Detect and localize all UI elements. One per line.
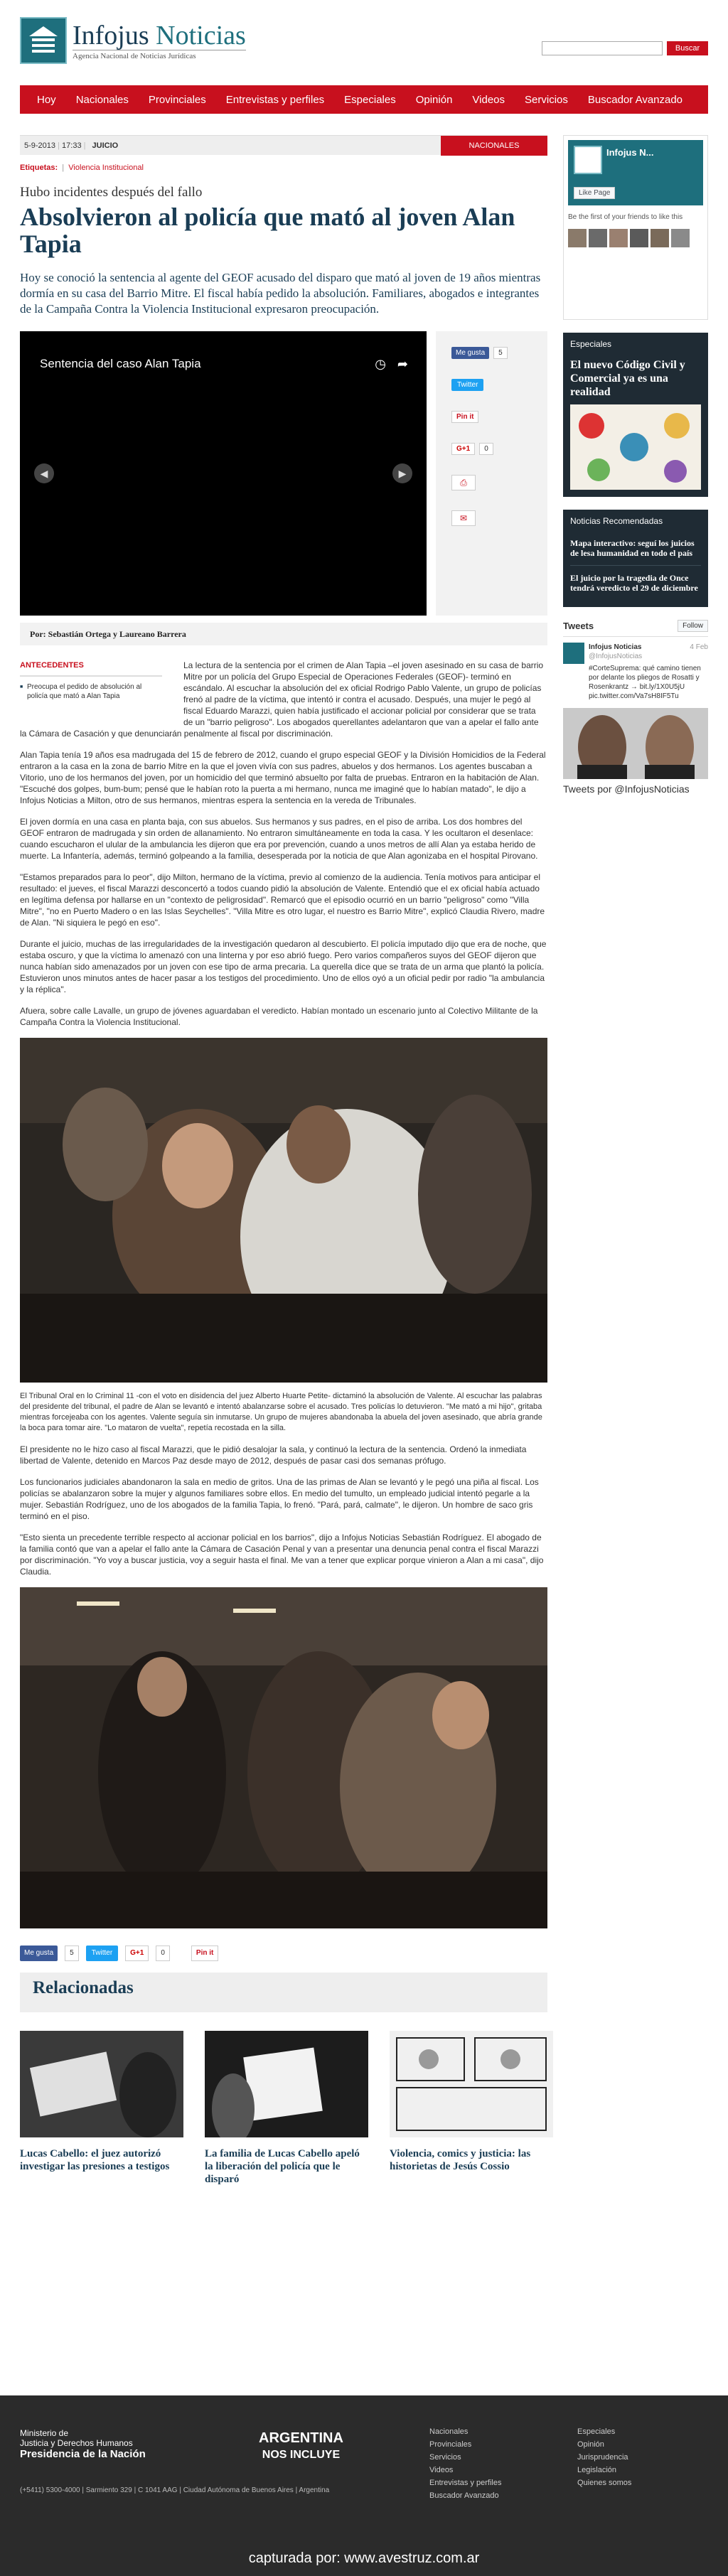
footer-link[interactable]: Entrevistas y perfiles (429, 2479, 502, 2487)
article-column (20, 135, 547, 2186)
paragraph: La lectura de la sentencia por el crimen de Alan Tapia –el joven asesinado en su casa de barrio Mitre por un policía del Grupo Especial de Operaciones Federales (GEOF)- terminó en escándalo. Al escuchar la absolución del ex oficial Rodrigo Pablo Valente, un grupo de policías frenó al padre de la víctima, que intentó ir contra el acusado. Después, una mujer le pegó al fiscal Eduardo Marazzi, quien había justificado el accionar policial por considerar que se trata de un "barrio peligroso". Los abogados querellantes adelantaron que van a apelar el fallo ante la Cámara de Casación y que denunciarán penalmente al fiscal por discriminación. (20, 660, 544, 739)
footer-address: (+5411) 5300-4000 | Sarmiento 329 | C 1041 AAG | Ciudad Autónoma de Buenos Aires | Argentina (20, 2486, 330, 2494)
twitter-share-button[interactable]: Twitter (451, 379, 483, 391)
related-card[interactable] (205, 2031, 368, 2186)
tags-label: Etiquetas: (20, 163, 58, 172)
logo-subtitle: Agencia Nacional de Noticias Jurídicas (73, 50, 246, 60)
video-next-arrow-icon[interactable]: ▶ (392, 463, 412, 483)
paragraph: "Esto sienta un precedente terrible respecto al accionar policial en los barrios", dijo a Infojus Noticias Sebastián Rodríguez. El abogado de la familia contó que van a apelar el fallo ante la Cámara de Casación Penal y van a presentar una denuncia penal contra el fiscal Marazzi por discriminación. "Yo voy a buscar justicia, voy a seguir hasta el final. Me van a tener que explicar porque vinieron a Alan a mi casa", dijo Claudia. (20, 1533, 544, 1577)
main-nav (20, 85, 708, 114)
recomendadas-title: Noticias Recomendadas (563, 510, 708, 531)
article-lead: Hoy se conoció la sentencia al agente del GEOF acusado del disparo que mató al joven de 19 años mientras dormía en su casa del Barrio Mitre. El fiscal había pedido la absolución. Familiares, abogados e integrantes de la Campaña Contra la Violencia Institucional expresaron preocupación. (20, 271, 541, 316)
bottom-google-plus-button[interactable]: G+1 (125, 1946, 149, 1961)
email-icon[interactable]: ✉ (451, 510, 476, 526)
nav-videos[interactable]: Videos (472, 93, 505, 106)
search-input[interactable] (542, 41, 663, 55)
article-headline: Absolvieron al policía que mató al joven Alan Tapia (20, 203, 515, 258)
related-thumb (390, 2031, 553, 2137)
logo-title-a: Infojus (73, 20, 149, 50)
tweet-date: 4 Feb (690, 643, 708, 651)
print-icon[interactable]: ⎙ (451, 475, 476, 490)
bottom-twitter-button[interactable]: Twitter (86, 1946, 118, 1961)
facebook-friends-avatars (568, 229, 703, 247)
google-plus-count: 0 (479, 443, 493, 455)
bottom-google-plus-count: 0 (156, 1946, 170, 1961)
argentina-line-a: ARGENTINA (259, 2430, 343, 2446)
related-thumb (20, 2031, 183, 2137)
paragraph: Los funcionarios judiciales abandonaron la sala en medio de gritos. Una de las primas de Alan se levantó y le pegó una piña al fiscal. Los policías se abalanzaron sobre la mujer y algunos familiares sobre ellos. En medio del tumulto, un empleado judicial intentó pegarle a la mujer. Sebastián Rodríguez, uno de los abogados de la familia Tapia, lo frenó. "Pará, pará, calmate", le dijeron. Un hombre de saco gris terminó en el piso. (20, 1477, 539, 1521)
paragraph: El joven dormía en una casa en planta baja, con sus abuelos. Sus hermanos y sus padres, en el piso de arriba. Los dos hombres del GEOF entraron de madrugada y sin orden de allanamiento. No entraron simultáneamente en toda la casa. Y les ocultaron el desenlace: cuando escucharon el ulular de la ambulancia les dijeron que era por prevención, cuando a unos metros de allí Alan ya estaba herido de muerte. La Infantería, además, terminó golpeando a la familia, desesperada por la noticia de que Alan agonizaba en el hospital Pirovano. (20, 817, 538, 861)
search-form (542, 41, 708, 55)
ministry-line-a: Ministerio de (20, 2428, 69, 2438)
site-footer (0, 2395, 728, 2576)
article-section: JUICIO (92, 141, 119, 150)
especiales-title: Especiales (563, 333, 708, 354)
logo-emblem-icon (20, 17, 67, 64)
courtroom-photo-2 (20, 1587, 547, 1928)
related-title-link[interactable]: Violencia, comics y justicia: las historietas de Jesús Cossio (390, 2148, 531, 2172)
footer-link[interactable]: Opinión (577, 2440, 604, 2449)
photo-caption: El Tribunal Oral en lo Criminal 11 -con el voto en disidencia del juez Alberto Huarte Petite- dictaminó la absolución de Valente. Al escuchar las palabras del presidente del tribunal, el padre de Alan se levantó e intentó abalanzarse sobre el acusado. Tres policías lo detuvieron. "Me mató a mi hijo", gritaba mientras forcejeaba con los agentes. Valente seguía sin inmutarse. Un grupo de mujeres abandonaba la abuela del joven asesinado, que abría grande la boca para tomar aire. "Lo mataron de vuelta", repetía recostada en la silla. (20, 1392, 542, 1432)
footer-link[interactable]: Especiales (577, 2427, 616, 2436)
article-body (20, 660, 547, 2186)
especiales-graphic[interactable] (570, 404, 701, 490)
media-block (20, 331, 547, 616)
tweets-title: Tweets (563, 621, 594, 631)
sidebar (563, 135, 708, 807)
related-list (20, 2031, 547, 2186)
nav-opinion[interactable]: Opinión (415, 93, 453, 106)
nav-provinciales[interactable]: Provinciales (148, 93, 206, 106)
ministry-line-b: Justicia y Derechos Humanos (20, 2438, 133, 2448)
pinterest-button[interactable]: Pin it (451, 411, 478, 423)
bottom-facebook-like-count: 5 (65, 1946, 79, 1961)
ministry-logo[interactable] (20, 2428, 146, 2459)
tweet-text: #CorteSuprema: qué camino tienen por delante los pliegos de Rosatti y Rosenkrantz → bit.ly/1X0U5jU pic.twitter.com/Va7sH8IF5Tu (589, 665, 701, 700)
especiales-headline[interactable]: El nuevo Código Civil y Comercial ya es una realidad (570, 359, 685, 398)
paragraph: El presidente no le hizo caso al fiscal Marazzi, que le pidió desalojar la sala, y continuó la lectura de la sentencia. Ordenó la inmediata libertad de Valente, detenido en Marcos Paz desde mayo de 2012, después de pasar casi dos semanas prófugo. (20, 1444, 527, 1466)
tweet-image[interactable] (563, 708, 708, 779)
video-title: Sentencia del caso Alan Tapia (40, 357, 201, 370)
recomendadas-box (563, 510, 708, 607)
footer-link[interactable]: Quienes somos (577, 2479, 632, 2487)
related-title-link[interactable]: La familia de Lucas Cabello apeló la liberación del policía que le disparó (205, 2148, 360, 2185)
nav-servicios[interactable]: Servicios (525, 93, 568, 106)
page-avatar-icon (574, 146, 602, 174)
article-meta-bar: 5-9-2013 | 17:33 | JUICIO NACIONALES (20, 135, 547, 155)
section-badge[interactable]: NACIONALES (441, 136, 547, 156)
clock-icon[interactable]: ◷ (375, 357, 386, 371)
related-title: Relacionadas (20, 1973, 547, 2012)
especiales-box (563, 333, 708, 497)
footer-link[interactable]: Videos (429, 2466, 454, 2474)
courtroom-photo-1 (20, 1038, 547, 1383)
related-thumb (205, 2031, 368, 2137)
footer-link[interactable]: Jurisprudencia (577, 2453, 628, 2462)
footer-link[interactable]: Provinciales (429, 2440, 472, 2449)
logo-title-b: Noticias (156, 20, 246, 50)
share-column (436, 331, 547, 616)
twitter-avatar-icon (563, 643, 584, 664)
nav-especiales[interactable]: Especiales (344, 93, 396, 106)
tweets-by-link[interactable]: Tweets por @InfojusNoticias (563, 783, 690, 795)
site-header (20, 13, 708, 77)
argentina-logo (259, 2430, 343, 2464)
footer-link[interactable]: Nacionales (429, 2427, 469, 2436)
site-logo[interactable] (20, 17, 246, 64)
footer-link[interactable]: Legislación (577, 2466, 617, 2474)
twitter-user[interactable]: Infojus Noticias (589, 643, 642, 651)
bottom-facebook-like-button[interactable]: Me gusta (20, 1946, 58, 1961)
share-arrow-icon[interactable]: ➦ (397, 357, 408, 371)
search-button[interactable]: Buscar (667, 41, 708, 55)
related-title-link[interactable]: Lucas Cabello: el juez autorizó investigar las presiones a testigos (20, 2148, 170, 2172)
bottom-pinterest-button[interactable]: Pin it (191, 1946, 218, 1961)
byline: Por: Sebastián Ortega y Laureano Barrera (20, 623, 547, 645)
nav-hoy[interactable]: Hoy (37, 93, 56, 106)
related-card[interactable] (20, 2031, 183, 2186)
paragraph: Durante el juicio, muchas de las irregularidades de la investigación quedaron al descubierto. El policía imputado dijo que era de noche, que estaba oscuro, y que la víctima lo amenazó con una linterna y por eso abrió fuego. Pero varios compañeros suyos del GEOF dijeron que nunca habían sido amenazados por un joven con ese tipo de arma precaria. La querella dice que se trata de un arma que plantó la policía. Estuvieron unos minutos antes de hacer pasar a los testigos del procedimiento. Uno de ellos oyó a un oficial pedir por radio "la ambulancia y la réplica". (20, 939, 547, 994)
video-player[interactable] (20, 331, 427, 616)
antecedentes-title: ANTECEDENTES (20, 660, 162, 677)
footer-links-a (429, 2425, 501, 2502)
google-plus-button[interactable]: G+1 (451, 443, 475, 455)
argentina-line-b: NOS INCLUYE (262, 2449, 341, 2461)
recomendada-link[interactable]: Mapa interactivo: seguí los juicios de lesa humanidad en todo el país (570, 531, 701, 566)
paragraph: Alan Tapia tenía 19 años esa madrugada del 15 de febrero de 2012, cuando el grupo especial GEOF y la División Homicidios de la Federal entraron a la casa en la zona de barrio Mitre en la que el joven vivía con sus padres, abuelos y dos hermanos. Los agentes buscaban a Vitorio, uno de los hermanos del joven, por un homicidio del que terminó absuelto por falta de pruebas. Entraron en la habitación de Alan. "Escuché dos golpes, bum-bum; pensé que le habían roto la puerta a mi hermano, nunca me imaginé que lo habían matado", le dijo a Infojus Noticias a Milton, otro de sus hermanos, mientras espera la sentencia en la vereda de Tribunales. (20, 750, 546, 805)
nav-nacionales[interactable]: Nacionales (75, 93, 129, 106)
twitter-handle: @InfojusNoticias (589, 653, 643, 660)
facebook-friends-text: Be the first of your friends to like this (568, 213, 683, 221)
facebook-page-widget (563, 135, 708, 320)
twitter-widget (563, 620, 708, 795)
antecedentes-box (20, 660, 162, 711)
facebook-page-name[interactable]: Infojus N... (606, 147, 654, 158)
paragraph: Afuera, sobre calle Lavalle, un grupo de jóvenes aguardaban el veredicto. Habían montado un escenario junto al Colectivo Militante de la Campaña Contra la Violencia Institucional. (20, 1006, 538, 1027)
video-prev-arrow-icon[interactable]: ◀ (34, 463, 54, 483)
paragraph: "Estamos preparados para lo peor", dijo Milton, hermano de la víctima, previo al comienzo de la audiencia. Tenía motivos para anticipar el resultado: el jueves, el fiscal Marazzi desconcertó a todos cuando pidió la absolución de Valente. Entendió que el ex oficial había actuado en legítima defensa por hallarse en un "contexto de peligrosidad". Remarcó que el episodio ocurrió en un barrio "peligroso" como "Villa Mitre", "no en Puerto Madero o en las Islas Seychelles". "Villa Mitre es otro lugar, el nuestro es Barrio Mitre", explicó Claudia Rivero, madre de Alan. "Ni siquiera le pegó en eso". (20, 872, 545, 928)
antecedentes-link[interactable]: ■ Preocupa el pedido de absolución al policía que mató a Alan Tapia (20, 682, 162, 701)
capture-credit: capturada por: www.avestruz.com.ar (248, 2550, 480, 2566)
facebook-like-button[interactable]: Me gusta (451, 347, 489, 359)
nav-buscador[interactable]: Buscador Avanzado (587, 93, 683, 106)
ministry-line-c: Presidencia de la Nación (20, 2448, 146, 2460)
footer-links-b (577, 2425, 631, 2489)
facebook-like-page-button[interactable]: Like Page (574, 187, 615, 199)
tags-line: Etiquetas: | Violencia Institucional (20, 163, 144, 172)
article-date: 5-9-2013 (24, 141, 56, 150)
tag-link[interactable]: Violencia Institucional (68, 163, 144, 172)
article-kicker: Hubo incidentes después del fallo (20, 185, 203, 200)
bottom-share-bar (20, 1946, 547, 1961)
related-card[interactable] (390, 2031, 553, 2186)
nav-entrevistas[interactable]: Entrevistas y perfiles (225, 93, 325, 106)
article-time: 17:33 (62, 141, 82, 150)
recomendada-link[interactable]: El juicio por la tragedia de Once tendrá veredicto el 29 de diciembre (570, 573, 698, 593)
twitter-follow-button[interactable]: Follow (678, 620, 708, 632)
footer-link[interactable]: Buscador Avanzado (429, 2491, 499, 2500)
facebook-page-cover (568, 140, 703, 205)
facebook-like-count: 5 (493, 347, 508, 359)
footer-link[interactable]: Servicios (429, 2453, 461, 2462)
